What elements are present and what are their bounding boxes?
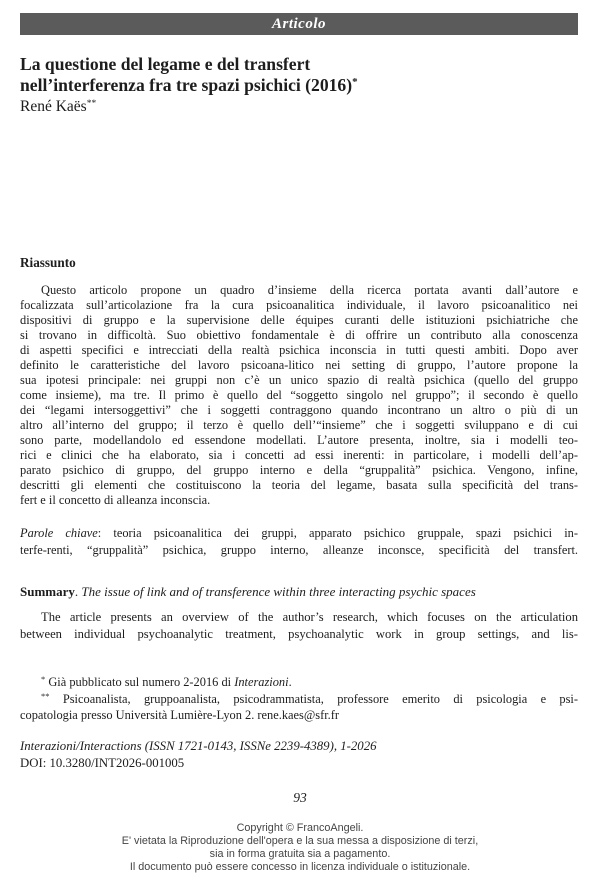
abstract-heading: Riassunto: [20, 255, 76, 270]
abstract-line: sono parte, modellandolo ed essendone modellati. L’autore presenta, inoltre, sia i modelli teo-: [20, 433, 578, 447]
abstract-line: Questo articolo propone un quadro d’insieme della ricerca portata avanti dall’autore e: [41, 283, 578, 297]
footnote-2-line-1: ** Psicoanalista, gruppoanalista, psicodrammatista, professore emerito di psicologia e psi-: [41, 690, 578, 706]
journal-doi-line: DOI: 10.3280/INT2026-001005: [20, 756, 185, 770]
abstract-line: descritti gli elementi che costituiscono la teoria del legame, basata sulla specificità del trans-: [20, 478, 578, 492]
keywords-line: [20, 525, 578, 542]
abstract-line: di aspetti specifici e intrecciati della realtà psichica inconscia in tutti questi ambiti. Dopo aver: [20, 343, 578, 357]
title-block: [20, 54, 578, 117]
article-type-banner: [20, 13, 578, 35]
summary-body-line: The article presents an overview of the author’s research, which focuses on the articulation: [41, 610, 578, 624]
abstract-line: definito le caratteristiche del lavoro psicoana-litico nei setting di gruppo, l’autore propone la: [20, 358, 578, 372]
keywords-label: Parole chiave: [20, 526, 98, 540]
summary-separator: .: [74, 584, 82, 599]
keywords-paragraph: [20, 525, 578, 558]
footnote-2-marker: **: [41, 690, 50, 701]
summary-label: Summary: [20, 584, 75, 599]
abstract-paragraph: [20, 283, 578, 508]
abstract-line: dei “legami intersoggettivi” che i soggetti contraggono quando incontrano un altro o più di un: [20, 403, 578, 417]
footer-line: sia in forma gratuita sia a pagamento.: [209, 848, 391, 860]
footnote-1: * Già pubblicato sul numero 2-2016 di Interazioni.: [41, 674, 292, 689]
abstract-line: dispositivi di gruppo e la supervisione delle équipes curanti delle istituzioni psichiatriche che: [20, 313, 578, 327]
abstract-line: parato psichico di gruppo, del gruppo interno e della “gruppalità” psichica. Vengono, infine,: [20, 463, 578, 477]
abstract-line: si trovano in difficoltà. Suo obiettivo fondamentale è di offrire un contributo alla conoscenza: [20, 328, 578, 342]
abstract-line: come insieme), ma tre. Il primo è quello del “soggetto singolo nel gruppo”; il secondo è quello: [20, 388, 578, 402]
abstract-line: fert e il concetto di alleanza inconscia.: [20, 493, 211, 507]
page-number: 93: [293, 790, 307, 805]
keywords-text: : teoria psicoanalitica dei gruppi, apparato psichico gruppale, spazi psichici in-: [97, 526, 578, 540]
abstract-line: altro all’interno del gruppo; il terzo è quello dell’“insieme” che i soggetti sviluppano e di cui: [20, 418, 578, 432]
journal-info: [20, 738, 578, 772]
abstract-line: rici e clinici che ha elaborato, sia i concetti ad essi inerenti: in particolare, i modelli dell’ap-: [20, 448, 578, 462]
footer-line: Il documento può essere concesso in licenza individuale o istituzionale.: [129, 861, 471, 873]
copyright-footer: [0, 822, 600, 874]
article-title-line-2: nell’interferenza fra tre spazi psichici (2016)*: [20, 74, 358, 95]
footer-line: Copyright © FrancoAngeli.: [236, 822, 364, 834]
footnote-1-marker: *: [41, 674, 46, 684]
summary-heading: [20, 583, 578, 600]
title-footnote-marker: *: [352, 75, 358, 88]
summary-paragraph: [20, 609, 578, 642]
footnote-1-italic: Interazioni: [234, 675, 289, 689]
journal-issn-line: Interazioni/Interactions (ISSN 1721-0143, ISSNe 2239-4389), 1-2026: [20, 739, 377, 753]
article-type-label: Articolo: [271, 16, 326, 32]
summary-body-line: between individual psychoanalytic treatment, psychoanalytic work in group settings, and lis-: [20, 626, 578, 641]
author-name: René Kaës**: [20, 98, 97, 115]
keywords-line: terfe-renti, “gruppalità” psichica, gruppo interno, alleanze inconsce, specificità del transfert.: [20, 542, 578, 557]
article-title-line-1: La questione del legame e del transfert: [20, 54, 311, 74]
footer-line: E' vietata la Riproduzione dell'opera e la sua messa a disposizione di terzi,: [121, 835, 479, 847]
author-footnote-marker: **: [86, 99, 97, 109]
footnotes: [20, 674, 578, 724]
footnote-2-line-2: copatologia presso Università Lumière-Lyon 2. rene.kaes@sfr.fr: [20, 708, 340, 722]
abstract-line: focalizzata sull’articolazione fra la cura psicoanalitica individuale, il lavoro psicoanalitico nei: [20, 298, 578, 312]
abstract-line: sua ipotesi principale: nei gruppi non c’è un unico spazio di realtà psichica (quello del gruppo: [20, 373, 578, 387]
summary-title: The issue of link and of transference within three interacting psychic spaces: [81, 584, 476, 599]
